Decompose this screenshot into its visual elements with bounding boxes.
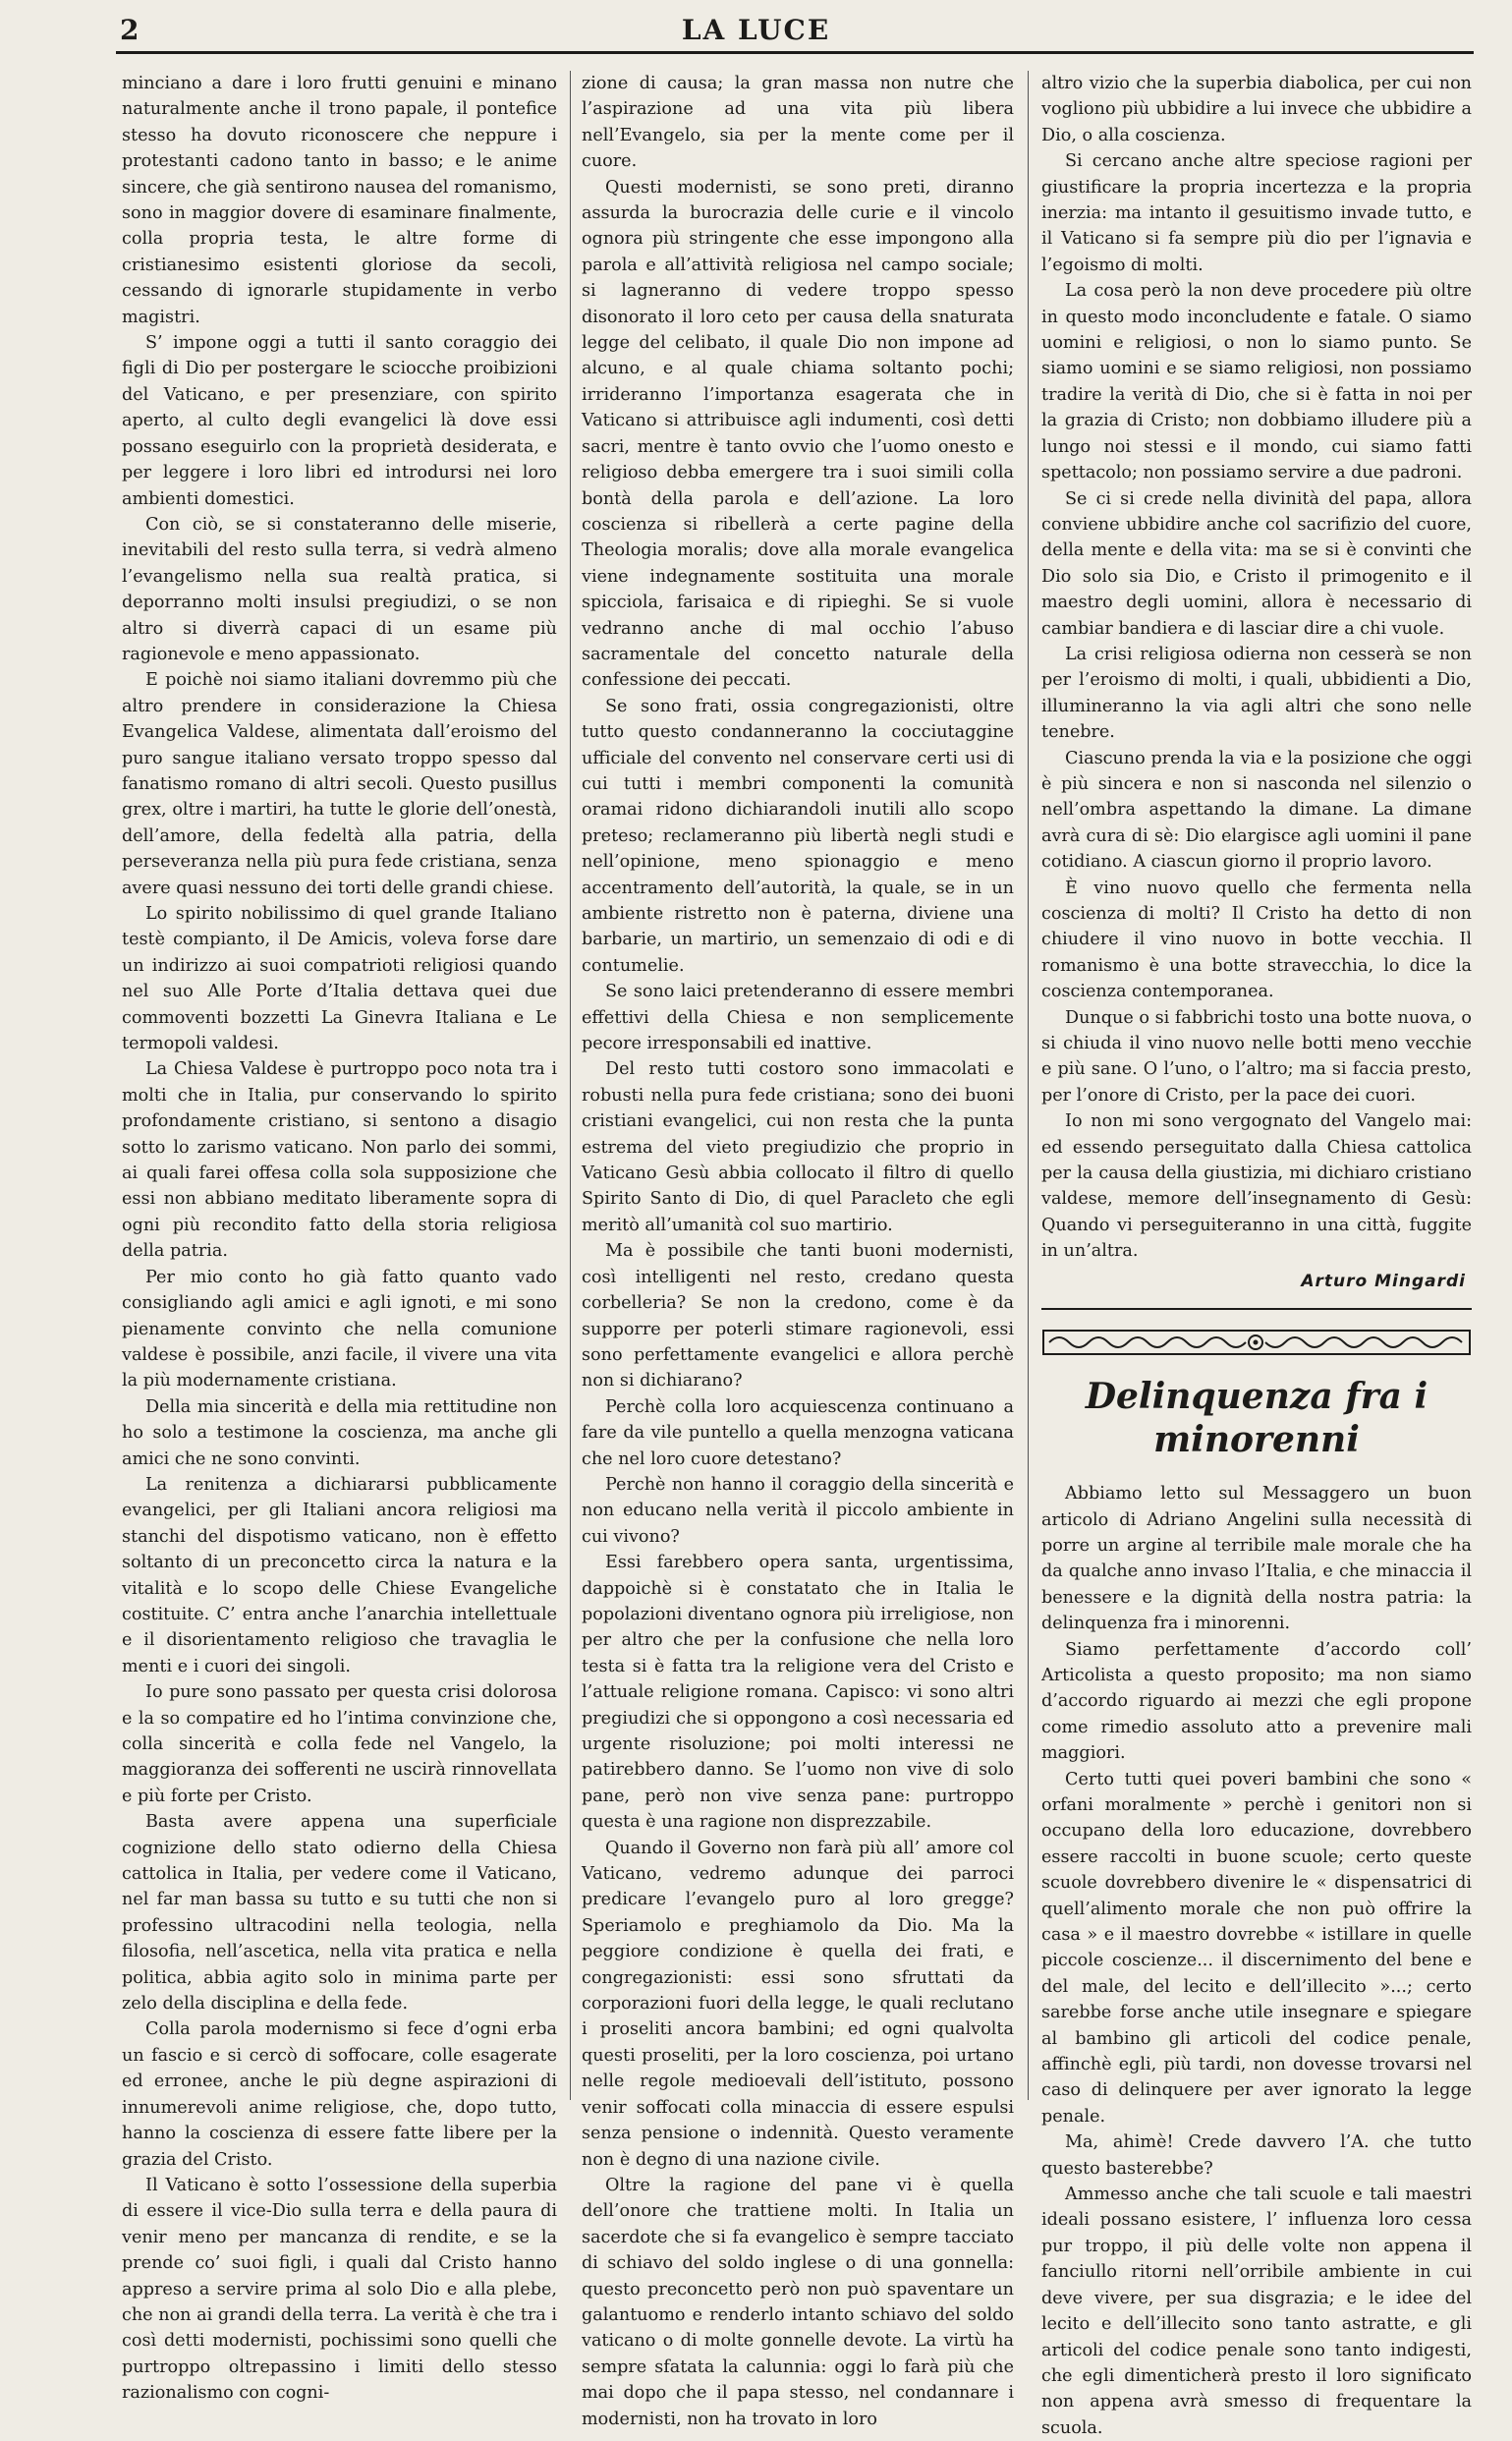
paragraph: Essi farebbero opera santa, urgentissima, dappoichè si è constatato che in Italia le popolazioni diventano ognora più irreligiose, non per altro che per la confusione che nella loro testa si è fatta tra la religione vera del Cristo e l’attuale religione romana. Capisco: vi sono altri pregiudizi che si oppongono a così necessaria ed urgente risoluzione; poi molti interessi ne patirebbero danno. Se l’uomo non vive di solo pane, però non vive senza pane: purtroppo questa è una ragione non disprezzabile.: [582, 1553, 1014, 1833]
paragraph: Basta avere appena una superficiale cognizione dello stato odierno della Chiesa cattolica in Italia, per vedere come il Vaticano, nel far man bassa su tutto e su tutti che non si professino ultracodini nella teologia, nella filosofia, nell’ascetica, nella vita pratica e nella politica, abbia agito solo in minima parte per zelo della disciplina e della fede.: [122, 1812, 557, 2015]
masthead: LA LUCE: [681, 14, 831, 46]
page-number: 2: [120, 14, 140, 46]
paragraph: Certo tutti quei poveri bambini che sono « orfani moralmente » perchè i genitori non si occupano della loro educazione, dovrebbero essere raccolti in buone scuole; certo queste scuole dovrebbero divenire le « dispensatrici di quell’alimento morale che non può offrire la casa » e il maestro dovrebbe « istillare in quelle piccole coscienze... il discernimento del bene e del male, del lecito e dell’illecito »...; certo sarebbe forse anche utile insegnare e spiegare al bambino gli articoli del codice penale, affinchè egli, più tardi, non dovesse trovarsi nel caso di delinquere per aver ignorato la legge penale.: [1041, 1769, 1472, 2127]
column-1: [122, 71, 558, 2404]
paragraph: La cosa però la non deve procedere più oltre in questo modo inconcludente e fatale. O siamo uomini e religiosi, o non lo siamo punto. Se siamo uomini e se siamo religiosi, non possiamo tradire la verità di Dio, che si è fatta in noi per la grazia di Cristo; non dobbiamo illudere più a lungo noi stessi e il mondo, cui siamo fatti spettacolo; non possiamo servire a due padroni.: [1041, 281, 1472, 483]
paragraph: Dunque o si fabbrichi tosto una botte nuova, o si chiuda il vino nuovo nelle botti meno vecchie e più sane. O l’uno, o l’altro; ma si faccia presto, per l’onore di Cristo, per la pace dei cuori.: [1041, 1007, 1472, 1106]
paragraph: Colla parola modernismo si fece d’ogni erba un fascio e si cercò di soffocare, colle esagerate ed erronee, anche le più degne aspirazioni di innumerevoli anime religiose, che, dopo tutto, hanno la coscienza di essere fatte libere per la grazia del Cristo.: [122, 2019, 557, 2170]
paragraph: Si cercano anche altre speciose ragioni per giustificare la propria incertezza e la propria inerzia: ma intanto il gesuitismo invade tutto, e il Vaticano si fa sempre più dio per l’ignavia e l’egoismo di molti.: [1041, 151, 1472, 275]
paragraph: zione di causa; la gran massa non nutre che l’aspirazione ad una vita più libera nell’Evangelo, sia per la mente come per il cuore.: [582, 74, 1014, 172]
paragraph: Io pure sono passato per questa crisi dolorosa e la so compatire ed ho l’intima convinzione che, colla sincerità e colla fede nel Vangelo, la maggioranza dei sofferenti ne uscirà rinnovellata e più forte per Cristo.: [122, 1682, 557, 1806]
paragraph: altro vizio che la superbia diabolica, per cui non vogliono più ubbidire a lui invece che ubbidire a Dio, o alla coscienza.: [1041, 74, 1472, 145]
paragraph: Io non mi sono vergognato del Vangelo mai: ed essendo perseguitato dalla Chiesa cattolica per la causa della giustizia, mi dichiaro cristiano valdese, memore dell’insegnamento di Gesù: Quando vi perseguiteranno in una città, fuggite in un’altra.: [1041, 1111, 1472, 1262]
paragraph: minciano a dare i loro frutti genuini e minano naturalmente anche il trono papale, il pontefice stesso ha dovuto riconoscere che neppure i protestanti cadono tanto in basso; e le anime sincere, che già sentirono nausea del romanismo, sono in maggior dovere di esaminare finalmente, colla propria testa, le altre forme di cristianesimo esistenti gloriose da secoli, cessando di ignorarle stupidamente in verbo magistri.: [122, 74, 558, 327]
article-headline: Delinquenza fra i minorenni: [1085, 1376, 1428, 1461]
paragraph: Ma è possibile che tanti buoni modernisti, così intelligenti nel resto, credano questa corbelleria? Se non la credono, come è da supporre per poterli stimare ragionevoli, essi sono perfettamente evangelici e allora perchè non si dichiarano?: [582, 1241, 1014, 1391]
paragraph: Se ci si crede nella divinità del papa, allora conviene ubbidire anche col sacrifizio del cuore, della mente e della vita: ma se si è convinti che Dio solo sia Dio, e Cristo il primogenito e il maestro degli uomini, allora è necessario di cambiar bandiera e di lasciar dire a chi vuole.: [1041, 488, 1472, 639]
ornamental-divider: [1041, 1328, 1472, 1357]
paragraph: Ciascuno prenda la via e la posizione che oggi è più sincera e non si nasconda nel silenzio o nell’ombra aspettando la dimane. La dimane avrà cura di sè: Dio elargisce agli uomini il pane cotidiano. A ciascun giorno il proprio lavoro.: [1041, 748, 1472, 873]
paragraph: La Chiesa Valdese è purtroppo poco nota tra i molti che in Italia, pur conservando lo spirito profondamente cristiano, si sentono a disagio sotto lo zarismo vaticano. Non parlo dei sommi, ai quali farei offesa colla sola supposizione che essi non abbiano meditato liberamente sopra di ogni più recondito fatto della storia religiosa della patria.: [122, 1059, 557, 1262]
paragraph: Se sono frati, ossia congregazionisti, oltre tutto questo condanneranno la cocciutaggine ufficiale del convento nel conservare certi usi di cui tutti i membri componenti la comunità oramai ridono dichiarandoli inutili allo scopo preteso; reclameranno più libertà negli studi e nell’opinione, meno spionaggio e meno accentramento dell’autorità, la quale, se in un ambiente ristretto non è paterna, diviene una barbarie, un martirio, un semenzaio di odi e di contumelie.: [582, 696, 1014, 976]
paragraph: Perchè non hanno il coraggio della sincerità e non educano nella verità il piccolo ambiente in cui vivono?: [582, 1474, 1014, 1547]
paragraph: Questi modernisti, se sono preti, diranno assurda la burocrazia delle curie e il vincolo ognora più stringente che esse impongono alla parola e all’attività religiosa nel campo sociale; si lagneranno di vedere troppo spesso disonorato il loro ceto per causa della snaturata legge del celibato, il quale Dio non impone ad alcuno, e al quale chiama soltanto pochi; irrideranno l’importanza esagerata che in Vaticano si attribuisce agli indumenti, così detti sacri, mentre è tanto ovvio che l’uomo onesto e religioso debba emergere tra i suoi simili colla bontà della parola e dell’azione. La loro coscienza si ribellerà a certe pagine della Theologia moralis; dove alla morale evangelica viene indegnamente sostituita una morale spicciola, farisaica e di ripieghi. Se si vuole vedranno anche di mal occhio l’abuso sacramentale del concetto naturale della confessione dei peccati.: [582, 177, 1014, 691]
column-rule: [570, 71, 571, 2100]
paragraph: S’ impone oggi a tutti il santo coraggio dei figli di Dio per postergare le sciocche proibizioni del Vaticano, e per presenziare, con spirito aperto, al culto degli evangelici là dove essi possano eseguirlo con la proprietà desiderata, e per leggere i loro libri ed introdursi nei loro ambienti domestici.: [122, 333, 557, 509]
paragraph: Lo spirito nobilissimo di quel grande Italiano testè compianto, il De Amicis, voleva forse dare un indirizzo ai suoi compatrioti religiosi quando nel suo Alle Porte d’Italia dettava quei due commoventi bozzetti La Ginevra Italiana e Le termopoli valdesi.: [122, 904, 557, 1054]
paragraph: Per mio conto ho già fatto quanto vado consigliando agli amici e agli ignoti, e mi sono pienamente convinto che nella comunione valdese è possibile, anzi facile, il vivere una vita la più modernamente cristiana.: [122, 1267, 557, 1391]
paragraph: Quando il Governo non farà più all’ amore col Vaticano, vedremo adunque dei parroci predicare l’evangelo puro al loro gregge? Speriamolo e preghiamolo da Dio. Ma la peggiore condizione è quella dei frati, e congregazionisti: essi sono sfruttati da corporazioni fuori della legge, le quali reclutano i proseliti ancora bambini; ed ogni qualvolta questi proseliti, per la loro coscienza, poi urtano nelle regole medioevali dell’istituto, possono venir soffocati colla minaccia di essere espulsi senza pensione o indennità. Questo veramente non è degno di una nazione civile.: [582, 1838, 1014, 2170]
article-end-rule: [1041, 1308, 1472, 1310]
paragraph: E poichè noi siamo italiani dovremmo più che altro prendere in considerazione la Chiesa Evangelica Valdese, alimentata dall’eroismo del puro sangue italiano versato troppo spesso dal fanatismo romano di altri secoli. Questo pusillus grex, oltre i martiri, ha tutte le glorie dell’onestà, dell’amore, della fedeltà alla patria, della perseveranza nella più pura fede cristiana, senza avere quasi nessuno dei torti delle grandi chiese.: [122, 670, 557, 898]
paragraph: Abbiamo letto sul Messaggero un buon articolo di Adriano Angelini sulla necessità di porre un argine al terribile male morale che ha da qualche anno invaso l’Italia, e che minaccia il benessere e la dignità della nostra patria: la delinquenza fra i minorenni.: [1041, 1484, 1472, 1634]
author-signature: Arturo Mingardi: [1301, 1271, 1466, 1291]
paragraph: Ammesso anche che tali scuole e tali maestri ideali possano esistere, l’ influenza loro cessa pur troppo, il più delle volte non appena il fanciullo ritorni nell’orribile ambiente in cui deve vivere, per sua disgrazia; e le idee del lecito e dell’illecito sono tanto astratte, e gli articoli del codice penale sono tanto indigesti, che egli dimenticherà presto il loro significato non appena avrà smesso di frequentare la scuola.: [1041, 2185, 1472, 2438]
paragraph: Perchè colla loro acquiescenza continuano a fare da vile puntello a quella menzogna vaticana che nel loro cuore detestano?: [582, 1396, 1014, 1469]
paragraph: La renitenza a dichiararsi pubblicamente evangelici, per gli Italiani ancora religiosi ma stanchi del dispotismo vaticano, non è effetto soltanto di un preconcetto circa la natura e la vitalità e lo scopo delle Chiese Evangeliche costituite. C’ entra anche l’anarchia intellettuale e il disorientamento religioso che travaglia le menti e i cuori dei singoli.: [122, 1474, 557, 1676]
paragraph: La crisi religiosa odierna non cesserà se non per l’eroismo di molti, i quali, ubbidienti a Dio, illumineranno la via agli altri che sono nelle tenebre.: [1041, 644, 1472, 743]
header-rule: [116, 51, 1474, 54]
column-rule: [1028, 71, 1029, 2100]
paragraph: È vino nuovo quello che fermenta nella coscienza di molti? Il Cristo ha detto di non chiudere il vino nuovo in botte vecchia. Il romanismo è una botte stravecchia, lo dice la coscienza contemporanea.: [1041, 878, 1472, 1002]
paragraph: Se sono laici pretenderanno di essere membri effettivi della Chiesa e non semplicemente pecore irresponsabili ed inattive.: [582, 982, 1014, 1054]
paragraph: Siamo perfettamente d’accordo coll’ Articolista a questo proposito; ma non siamo d’accordo riguardo ai mezzi che egli propone come rimedio assoluto atto a prevenire mali maggiori.: [1041, 1639, 1472, 1764]
paragraph: Con ciò, se si constateranno delle miserie, inevitabili del resto sulla terra, si vedrà almeno l’evangelismo nella sua realtà pratica, si deporranno molti insulsi pregiudizi, o se non altro si diverrà capaci di un esame più ragionevole e meno appassionato.: [122, 514, 557, 664]
column-3: [1041, 71, 1472, 2438]
paragraph: Del resto tutti costoro sono immacolati e robusti nella pura fede cristiana; sono dei buoni cristiani evangelici, cui non resta che la punta estrema del vieto pregiudizio che proprio in Vaticano Gesù abbia collocato il filtro di quello Spirito Santo di Dio, di quel Paracleto che egli meritò all’umanità col suo martirio.: [582, 1059, 1014, 1235]
paragraph: Oltre la ragione del pane vi è quella dell’onore che trattiene molti. In Italia un sacerdote che si fa evangelico è sempre tacciato di schiavo del soldo inglese o di una gonnella: questo preconcetto però non può spaventare un galantuomo e renderlo intanto schiavo del soldo vaticano o di molte gonnelle devote. La virtù ha sempre sfatata la calunnia: oggi lo farà più che mai dopo che il papa stesso, nel condannare i modernisti, non ha trovato in loro: [582, 2175, 1014, 2429]
column-2: [582, 71, 1014, 2429]
paragraph: Il Vaticano è sotto l’ossessione della superbia di essere il vice-Dio sulla terra e della paura di venir meno per mancanza di rendite, e se la prende co’ suoi figli, i quali dal Cristo hanno appreso a servire prima al solo Dio e alla plebe, che non ai grandi della terra. La verità è che tra i così detti modernisti, pochissimi sono quelli che purtroppo oltrepassino i limiti dello stesso razionalismo con cogni-: [122, 2175, 557, 2404]
paragraph: Della mia sincerità e della mia rettitudine non ho solo a testimone la coscienza, ma anche gli amici che ne sono convinti.: [122, 1396, 557, 1469]
paragraph: Ma, ahimè! Crede davvero l’A. che tutto questo basterebbe?: [1041, 2132, 1472, 2179]
